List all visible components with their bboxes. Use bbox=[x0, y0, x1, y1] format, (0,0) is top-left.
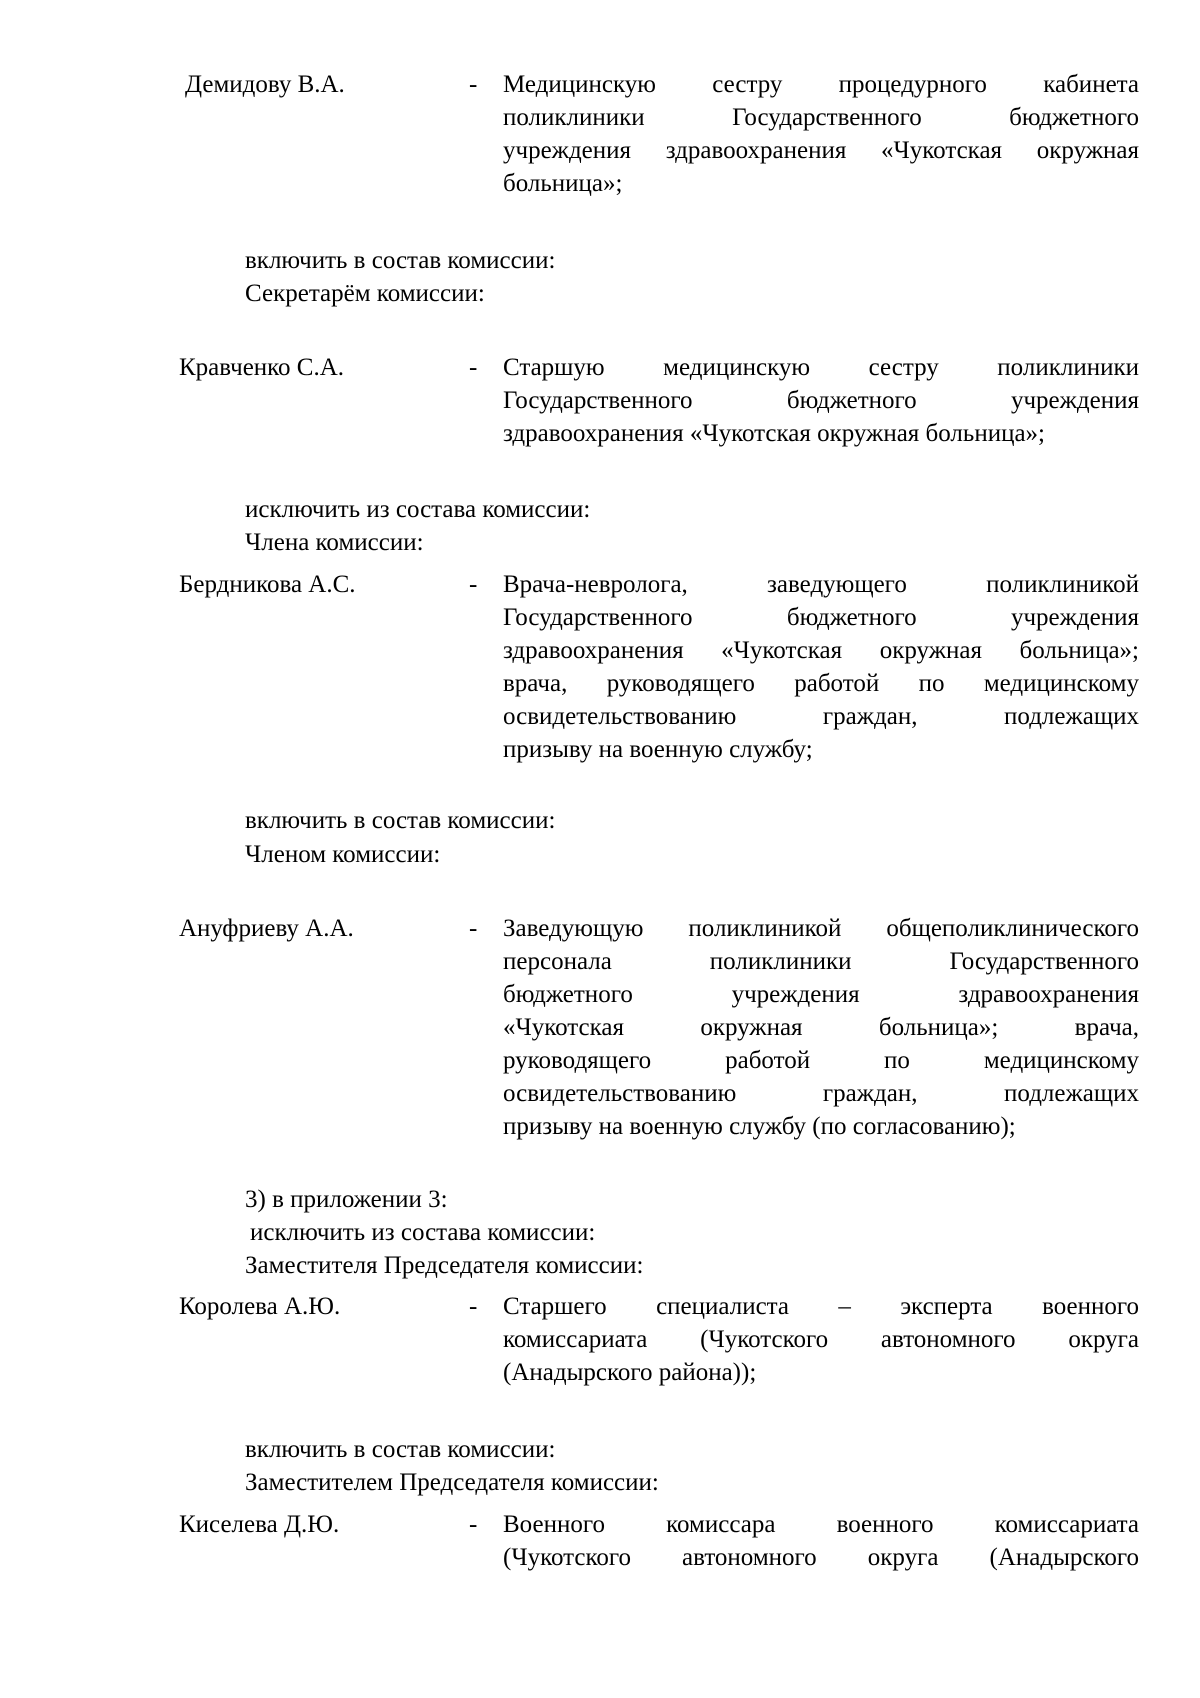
position-line: Государственного бюджетного учреждения bbox=[503, 604, 1139, 631]
position-line: освидетельствованию граждан, подлежащих bbox=[503, 703, 1139, 730]
entry-dash: - bbox=[469, 354, 478, 381]
position-line: руководящего работой по медицинскому bbox=[503, 1047, 1139, 1074]
entry-dash: - bbox=[469, 71, 478, 98]
person-position bbox=[503, 568, 1139, 766]
position-line: Врача-невролога, заведующего поликлиникой bbox=[503, 571, 1139, 598]
position-line: Старшего специалиста – эксперта военного bbox=[503, 1293, 1139, 1320]
person-position bbox=[503, 1508, 1139, 1574]
person-position bbox=[503, 1290, 1139, 1389]
instruction-text: включить в состав комиссии: bbox=[245, 1436, 556, 1463]
person-position bbox=[503, 912, 1139, 1143]
position-line: персонала поликлиники Государственного bbox=[503, 948, 1139, 975]
person-name: Демидову В.А. bbox=[185, 71, 345, 98]
instruction-text: Членом комиссии: bbox=[245, 841, 441, 868]
position-line: (Анадырского района)); bbox=[503, 1359, 757, 1386]
instruction-text: Заместителем Председателя комиссии: bbox=[245, 1469, 659, 1496]
person-name: Королева А.Ю. bbox=[179, 1293, 341, 1320]
position-line: Старшую медицинскую сестру поликлиники bbox=[503, 354, 1139, 381]
instruction-text: Заместителя Председателя комиссии: bbox=[245, 1252, 644, 1279]
position-line: «Чукотская окружная больница»; врача, bbox=[503, 1014, 1139, 1041]
person-name: Кравченко С.А. bbox=[179, 354, 345, 381]
position-line: освидетельствованию граждан, подлежащих bbox=[503, 1080, 1139, 1107]
position-line: поликлиники Государственного бюджетного bbox=[503, 104, 1139, 131]
instruction-text: включить в состав комиссии: bbox=[245, 247, 556, 274]
position-line: врача, руководящего работой по медицинскому bbox=[503, 670, 1139, 697]
entry-dash: - bbox=[469, 1511, 478, 1538]
entry-dash: - bbox=[469, 571, 478, 598]
instruction-text: Члена комиссии: bbox=[245, 529, 424, 556]
position-line: здравоохранения «Чукотская окружная больница»; bbox=[503, 637, 1139, 664]
position-line: Заведующую поликлиникой общеполиклинического bbox=[503, 915, 1139, 942]
position-line: Медицинскую сестру процедурного кабинета bbox=[503, 71, 1139, 98]
position-line: Военного комиссара военного комиссариата bbox=[503, 1511, 1139, 1538]
entry-dash: - bbox=[469, 915, 478, 942]
entry-dash: - bbox=[469, 1293, 478, 1320]
position-line: (Чукотского автономного округа (Анадырского bbox=[503, 1544, 1139, 1571]
instruction-text: Секретарём комиссии: bbox=[245, 280, 485, 307]
instruction-text: исключить из состава комиссии: bbox=[245, 496, 591, 523]
instruction-text: включить в состав комиссии: bbox=[245, 807, 556, 834]
instruction-text: исключить из состава комиссии: bbox=[250, 1219, 596, 1246]
position-line: комиссариата (Чукотского автономного округа bbox=[503, 1326, 1139, 1353]
position-line: здравоохранения «Чукотская окружная больница»; bbox=[503, 420, 1045, 447]
position-line: призыву на военную службу (по согласованию); bbox=[503, 1113, 1016, 1140]
position-line: призыву на военную службу; bbox=[503, 736, 813, 763]
person-position bbox=[503, 68, 1139, 200]
position-line: Государственного бюджетного учреждения bbox=[503, 387, 1139, 414]
position-line: учреждения здравоохранения «Чукотская окружная bbox=[503, 137, 1139, 164]
person-name: Бердникова А.С. bbox=[179, 571, 356, 598]
position-line: бюджетного учреждения здравоохранения bbox=[503, 981, 1139, 1008]
position-line: больница»; bbox=[503, 170, 623, 197]
person-name: Киселева Д.Ю. bbox=[179, 1511, 340, 1538]
instruction-text: 3) в приложении 3: bbox=[245, 1186, 448, 1213]
person-name: Ануфриеву А.А. bbox=[179, 915, 354, 942]
person-position bbox=[503, 351, 1139, 450]
